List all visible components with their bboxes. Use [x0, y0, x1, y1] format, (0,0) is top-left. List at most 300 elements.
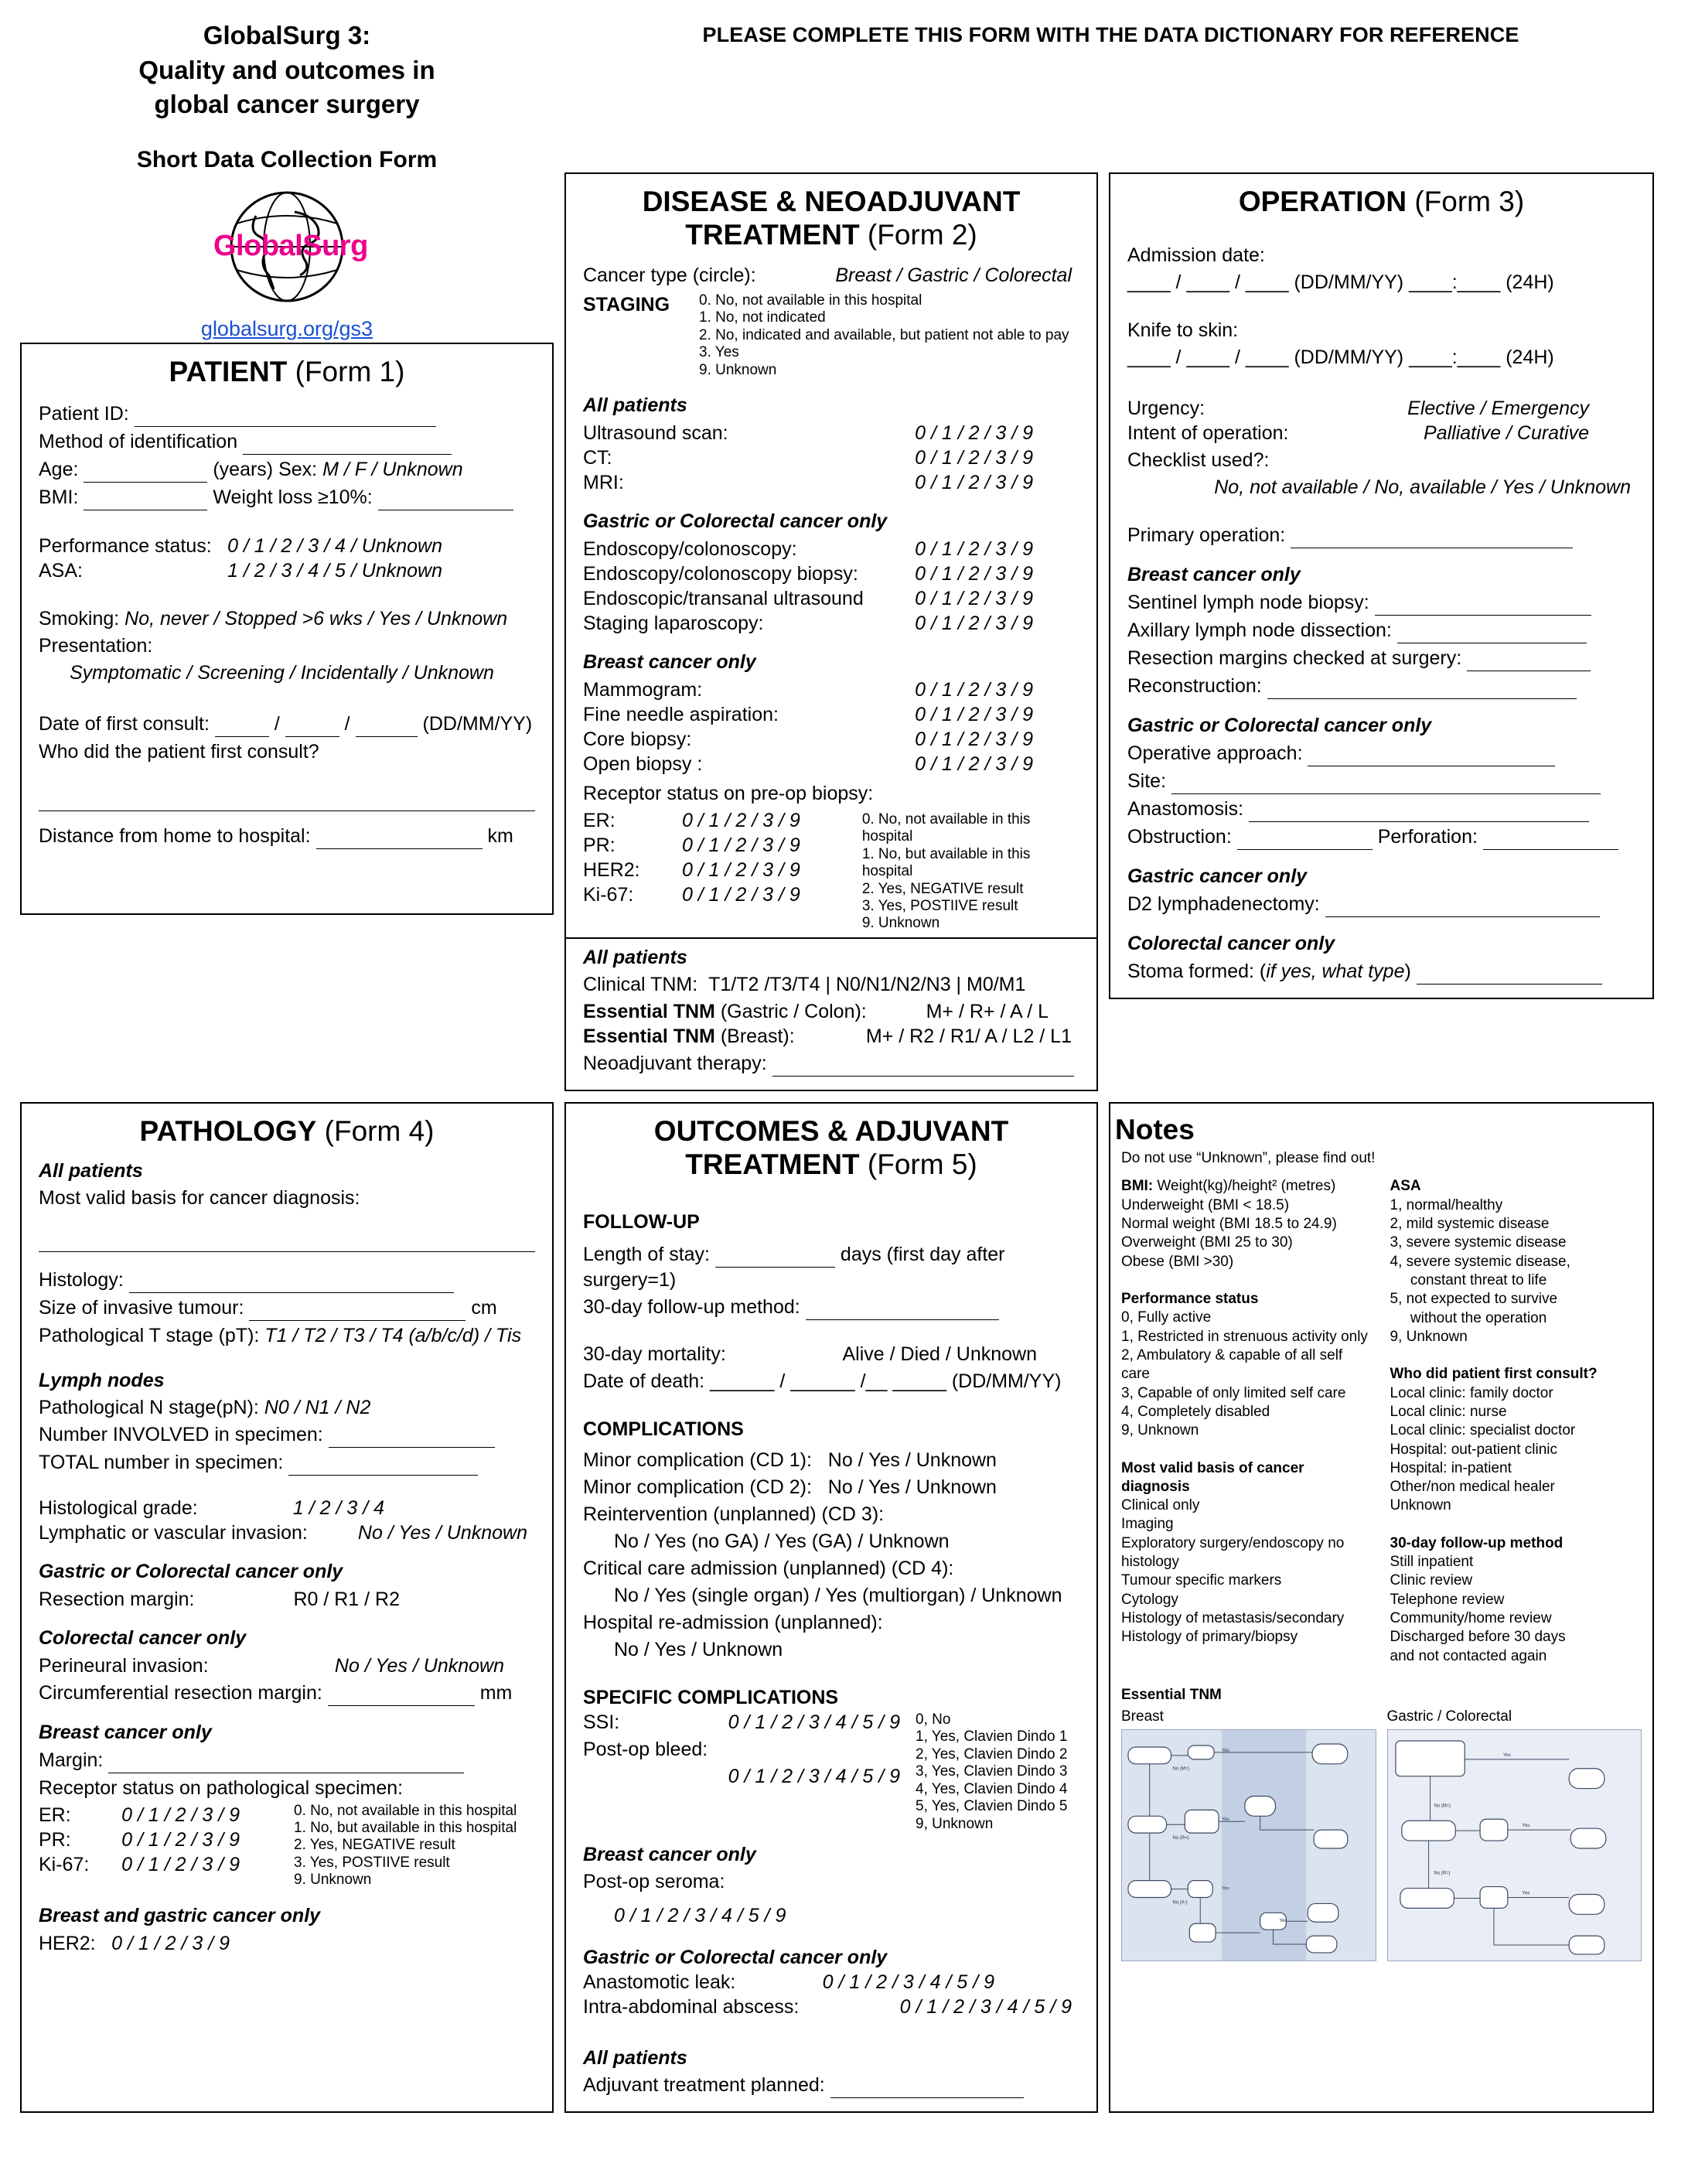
age-input[interactable]	[84, 457, 207, 483]
notes-left-column	[1121, 1177, 1373, 1666]
knife-time-format: (24H)	[1506, 346, 1554, 369]
presentation-row	[39, 633, 535, 658]
form2-all-patients-heading: All patients	[583, 394, 687, 416]
knife-date-format: (DD/MM/YY)	[1294, 346, 1404, 369]
form3-gastric-heading: Gastric cancer only	[1127, 865, 1308, 888]
d2-label: D2 lymphadenectomy:	[1127, 893, 1320, 916]
form1-patient	[20, 343, 554, 915]
operative-approach-input[interactable]	[1308, 741, 1555, 766]
operative-approach-row	[1127, 741, 1635, 766]
consult-head: Who did patient first consult?	[1390, 1366, 1598, 1383]
patient-id-label: Patient ID:	[39, 403, 129, 425]
ssi-label: SSI:	[583, 1711, 620, 1734]
perineural-options[interactable]: No / Yes / Unknown	[334, 1654, 504, 1677]
her2-label: HER2:	[583, 858, 640, 881]
tnm-breast-svg	[1122, 1730, 1376, 1960]
anastomotic-leak-options[interactable]: 0 / 1 / 2 / 3 / 4 / 5 / 9	[822, 1971, 994, 1993]
open-biopsy-options[interactable]: 0 / 1 / 2 / 3 / 9	[915, 752, 1033, 775]
staging-key-1: 1. No, not indicated	[699, 309, 826, 326]
ct-row	[583, 445, 1079, 470]
resection-margin-options[interactable]: R0 / R1 / R2	[293, 1588, 400, 1610]
tnm-gastric-diagram	[1387, 1729, 1642, 1961]
essential-tnm-gc-options[interactable]: M+ / R+ / A / L	[926, 1000, 1049, 1022]
notes-panel	[1109, 1102, 1654, 2113]
basis-item-5: Histology of metastasis/secondary	[1121, 1610, 1345, 1626]
pr-options[interactable]: 0 / 1 / 2 / 3 / 9	[681, 834, 800, 856]
form5-title-bold2: TREATMENT	[685, 1148, 860, 1181]
mammogram-options[interactable]: 0 / 1 / 2 / 3 / 9	[915, 678, 1033, 701]
anastomotic-leak-label: Anastomotic leak:	[583, 1971, 736, 1993]
form5-breast-heading: Breast cancer only	[583, 1843, 756, 1865]
grade-label: Histological grade:	[39, 1496, 198, 1519]
operative-approach-label: Operative approach:	[1127, 742, 1303, 765]
tnm-breast-diagram	[1121, 1729, 1376, 1961]
histology-input[interactable]	[129, 1268, 454, 1293]
knife-date-blanks[interactable]: ____ / ____ / ____	[1127, 346, 1289, 369]
followup-head: 30-day follow-up method	[1390, 1534, 1564, 1551]
staging-key-3: 3. Yes	[699, 344, 739, 361]
los-input[interactable]	[715, 1242, 835, 1268]
open-biopsy-label: Open biopsy :	[583, 752, 703, 775]
path-ki67-options[interactable]: 0 / 1 / 2 / 3 / 9	[121, 1853, 240, 1875]
margin-row	[39, 1748, 535, 1773]
nodes-total-input[interactable]	[288, 1450, 478, 1476]
obstruction-input[interactable]	[1237, 824, 1373, 850]
perforation-input[interactable]	[1483, 824, 1618, 850]
form4-receptor-key-2: 2. Yes, NEGATIVE result	[294, 1837, 455, 1854]
tumour-size-row	[39, 1295, 535, 1321]
asa-item-5: 5, not expected to survive	[1390, 1291, 1558, 1308]
crm-label: Circumferential resection margin:	[39, 1681, 322, 1704]
resection-margin-label: Resection margin:	[39, 1588, 195, 1610]
tnm-flow-breast	[1121, 1708, 1376, 1960]
age-unit: (years)	[213, 459, 274, 481]
grade-options[interactable]: 1 / 2 / 3 / 4	[292, 1496, 384, 1519]
cancer-type-row	[583, 263, 1079, 288]
cd1-options[interactable]: No / Yes / Unknown	[827, 1449, 997, 1472]
consult-month-input[interactable]	[285, 712, 339, 737]
er-label: ER:	[583, 809, 616, 831]
basis-item-3: Tumour specific markers	[1121, 1572, 1282, 1589]
patient-id-input[interactable]	[135, 401, 436, 427]
core-biopsy-options[interactable]: 0 / 1 / 2 / 3 / 9	[915, 728, 1033, 750]
pn-stage-options[interactable]: N0 / N1 / N2	[264, 1396, 371, 1418]
mammogram-label: Mammogram:	[583, 678, 703, 701]
specific-complications-list	[583, 1710, 916, 1833]
asa-label: ASA:	[39, 560, 83, 582]
stoma-label-italic: if yes, what type	[1266, 961, 1405, 983]
intra-abdominal-options[interactable]: 0 / 1 / 2 / 3 / 4 / 5 / 9	[899, 1995, 1072, 2018]
neoadjuvant-row	[583, 1051, 1079, 1077]
admission-date-format: (DD/MM/YY)	[1294, 271, 1404, 294]
core-biopsy-row	[583, 727, 1079, 752]
ki67-options[interactable]: 0 / 1 / 2 / 3 / 9	[681, 883, 800, 906]
admission-date-blanks[interactable]: ____ / ____ / ____	[1127, 271, 1289, 294]
anastomosis-input[interactable]	[1249, 797, 1589, 822]
resection-margin-row	[39, 1587, 535, 1612]
knife-time-blanks[interactable]: ____:____	[1409, 346, 1501, 369]
consult-day-input[interactable]	[215, 712, 269, 737]
asa-item-3: 4, severe systemic disease,	[1390, 1253, 1570, 1270]
margin-input[interactable]	[108, 1748, 464, 1773]
ultrasound-options[interactable]: 0 / 1 / 2 / 3 / 9	[915, 421, 1033, 444]
clinical-tnm-row	[583, 972, 1079, 997]
form2-gc-heading: Gastric or Colorectal cancer only	[583, 510, 888, 532]
basis-item-1: Imaging	[1121, 1516, 1174, 1533]
stoma-input[interactable]	[1417, 959, 1602, 985]
svg-text:Yes: Yes	[1222, 1748, 1229, 1753]
form4-gc-heading: Gastric or Colorectal cancer only	[39, 1560, 343, 1582]
endoscopy-label: Endoscopy/colonoscopy:	[583, 537, 797, 560]
sentinel-row	[1127, 590, 1635, 616]
staging-label: STAGING	[583, 293, 670, 316]
consult-item-3: Hospital: out-patient clinic	[1390, 1441, 1557, 1458]
cd2-label: Minor complication (CD 2):	[583, 1476, 812, 1499]
reconstruction-input[interactable]	[1267, 674, 1577, 699]
staging-lap-row	[583, 611, 1079, 636]
form1-title-bold: PATIENT	[169, 355, 288, 387]
consult-item-6: Unknown	[1390, 1497, 1451, 1514]
intent-label: Intent of operation:	[1127, 422, 1289, 445]
essential-tnm-gc-sub: (Gastric / Colon):	[720, 1000, 867, 1022]
fna-options[interactable]: 0 / 1 / 2 / 3 / 9	[915, 703, 1033, 725]
urgency-label: Urgency:	[1127, 398, 1205, 420]
asa-row	[39, 558, 535, 583]
primary-operation-input[interactable]	[1291, 523, 1573, 548]
ps-item-3: 3, Capable of only limited self care	[1121, 1384, 1346, 1401]
ssi-options[interactable]: 0 / 1 / 2 / 3 / 4 / 5 / 9	[728, 1711, 900, 1734]
form5-title-rest: (Form 5)	[867, 1148, 977, 1181]
pn-stage-row	[39, 1395, 535, 1420]
path-her2-options[interactable]: 0 / 1 / 2 / 3 / 9	[111, 1932, 230, 1954]
primary-operation-row	[1127, 523, 1635, 548]
clavien-key-6: 9, Unknown	[916, 1815, 994, 1832]
anastomosis-label: Anastomosis:	[1127, 798, 1244, 821]
path-er-label: ER:	[39, 1804, 71, 1826]
form4-colorectal-heading: Colorectal cancer only	[39, 1626, 247, 1649]
intra-abdominal-label: Intra-abdominal abscess:	[583, 1995, 800, 2018]
obstruction-label: Obstruction:	[1127, 826, 1232, 848]
clinical-tnm-options[interactable]: T1/T2 /T3/T4 | N0/N1/N2/N3 | M0/M1	[708, 973, 1026, 995]
staging-lap-options[interactable]: 0 / 1 / 2 / 3 / 9	[915, 612, 1033, 634]
lvi-options[interactable]: No / Yes / Unknown	[357, 1521, 527, 1544]
bmi-input[interactable]	[84, 485, 207, 510]
form4-receptor-key-1: 1. No, but available in this hospital	[294, 1820, 517, 1837]
first-consult-date-row: Date of first consult: / / (DD/MM/YY)	[39, 712, 535, 737]
performance-status-options[interactable]: 0 / 1 / 2 / 3 / 4 / Unknown	[227, 535, 442, 558]
anastomosis-row	[1127, 797, 1635, 822]
path-er-row	[39, 1803, 294, 1827]
form2-receptor-key	[862, 808, 1079, 933]
form2-receptor-label: Receptor status on pre-op biopsy:	[583, 782, 874, 804]
los-row	[583, 1242, 1079, 1292]
consult-year-input[interactable]	[356, 712, 418, 737]
form3-title	[1110, 185, 1652, 219]
form2-receptor-key-4: 9. Unknown	[861, 915, 940, 932]
form3-title-rest: (Form 3)	[1414, 185, 1525, 217]
presentation-label: Presentation:	[39, 635, 153, 657]
open-biopsy-row	[583, 752, 1079, 776]
nodes-involved-input[interactable]	[329, 1422, 495, 1448]
death-date-blanks[interactable]: ______ / ______ /__ _____	[710, 1370, 946, 1393]
tnm-flowcharts	[1121, 1708, 1642, 1960]
followup-item-4: Discharged before 30 days	[1390, 1629, 1566, 1646]
margins-input[interactable]	[1467, 646, 1591, 671]
path-pr-options[interactable]: 0 / 1 / 2 / 3 / 9	[121, 1828, 240, 1851]
logo-text: GlobalSurg	[213, 230, 368, 263]
followup-item-5: and not contacted again	[1390, 1647, 1547, 1664]
reconstruction-row	[1127, 674, 1635, 699]
tumour-size-input[interactable]	[249, 1295, 465, 1321]
form4-all-patients-heading: All patients	[39, 1160, 143, 1182]
transanal-us-options[interactable]: 0 / 1 / 2 / 3 / 9	[915, 587, 1033, 609]
path-pr-label: PR:	[39, 1828, 71, 1851]
admission-date-inputs	[1127, 270, 1635, 295]
distance-row	[39, 824, 535, 849]
ps-item-5: 9, Unknown	[1121, 1422, 1199, 1439]
who-first-consult-input[interactable]	[39, 787, 535, 811]
adjuvant-label: Adjuvant treatment planned:	[583, 2073, 825, 2096]
bmi-item-1: Normal weight (BMI 18.5 to 24.9)	[1121, 1216, 1337, 1233]
form2-title-rest: (Form 2)	[867, 219, 977, 251]
followup-method-input[interactable]	[806, 1295, 999, 1320]
urgency-row	[1127, 396, 1635, 421]
asa-item-4: constant threat to life	[1390, 1272, 1547, 1288]
first-consult-date-label: Date of first consult:	[39, 713, 210, 735]
mortality-label: 30-day mortality:	[583, 1343, 726, 1366]
axillary-row	[1127, 618, 1635, 643]
basis-head: Most valid basis of cancer diagnosis	[1121, 1459, 1304, 1495]
seroma-options[interactable]: 0 / 1 / 2 / 3 / 4 / 5 / 9	[614, 1904, 786, 1926]
tnm-breast-caption: Breast	[1121, 1708, 1164, 1725]
essential-tnm-breast-options[interactable]: M+ / R2 / R1/ A / L2 / L1	[865, 1025, 1072, 1047]
endoscopy-row	[583, 537, 1079, 561]
ultrasound-label: Ultrasound scan:	[583, 421, 728, 444]
cd4-options[interactable]: No / Yes (single organ) / Yes (multiorgan) / Unknown	[614, 1585, 1062, 1607]
performance-status-row	[39, 534, 535, 558]
notes-warning: Do not use “Unknown”, please find out!	[1121, 1150, 1376, 1167]
lvi-label: Lymphatic or vascular invasion:	[39, 1521, 308, 1544]
crm-input[interactable]	[328, 1681, 475, 1706]
cd2-options[interactable]: No / Yes / Unknown	[827, 1476, 997, 1499]
basis-item-2: Exploratory surgery/endoscopy no histology	[1121, 1534, 1345, 1571]
smoking-label: Smoking:	[39, 608, 120, 630]
form4-receptor-list	[39, 1803, 294, 1889]
form2-tnm-all-patients: All patients	[583, 946, 687, 968]
pr-row	[583, 833, 862, 858]
sentinel-label: Sentinel lymph node biopsy:	[1127, 592, 1369, 614]
checklist-label: Checklist used?:	[1127, 449, 1270, 472]
cancer-type-label: Cancer type (circle):	[583, 264, 756, 286]
path-pr-row	[39, 1827, 294, 1852]
form2-receptor-key-1: 1. No, but available in this hospital	[861, 845, 1031, 880]
form5-gc-heading: Gastric or Colorectal cancer only	[583, 1946, 888, 1968]
form-title-line1: GlobalSurg 3:	[203, 21, 371, 49]
margins-row	[1127, 646, 1635, 671]
path-ki67-label: Ki-67:	[39, 1853, 90, 1875]
neoadjuvant-label: Neoadjuvant therapy:	[583, 1052, 767, 1074]
crm-row	[39, 1681, 535, 1706]
form4-receptor-key-4: 9. Unknown	[294, 1872, 372, 1889]
mri-label: MRI:	[583, 471, 624, 493]
asa-head: ASA	[1390, 1178, 1421, 1195]
who-first-consult-label: Who did the patient first consult?	[39, 741, 319, 763]
d2-input[interactable]	[1325, 892, 1600, 917]
admission-time-blanks[interactable]: ____:____	[1409, 271, 1501, 294]
site-input[interactable]	[1171, 769, 1601, 794]
form3-breast-heading: Breast cancer only	[1127, 564, 1301, 586]
svg-text:Yes: Yes	[1222, 1817, 1229, 1822]
adjuvant-row	[583, 2073, 1079, 2098]
distance-label: Distance from home to hospital:	[39, 825, 311, 848]
bmi-item-0: Underweight (BMI < 18.5)	[1121, 1196, 1290, 1213]
cancer-type-options[interactable]: Breast / Gastric / Colorectal	[835, 264, 1072, 286]
form4-title	[22, 1114, 552, 1148]
consult-item-2: Local clinic: specialist doctor	[1390, 1422, 1576, 1439]
notes-right-column	[1390, 1177, 1642, 1666]
notes-columns	[1121, 1177, 1642, 1666]
site-link[interactable]: globalsurg.org/gs3	[200, 317, 373, 341]
neoadjuvant-input[interactable]	[772, 1051, 1074, 1077]
los-label: Length of stay:	[583, 1244, 711, 1266]
form1-title-rest: (Form 1)	[295, 355, 405, 387]
readmission-label: Hospital re-admission (unplanned):	[583, 1612, 883, 1634]
asa-item-0: 1, normal/healthy	[1390, 1196, 1503, 1213]
form2-receptor-block	[583, 808, 1079, 933]
globe-icon	[213, 189, 368, 305]
svg-text:Yes: Yes	[1279, 1918, 1287, 1923]
axillary-input[interactable]	[1397, 618, 1587, 643]
basis-block	[1121, 1459, 1373, 1647]
death-date-row	[583, 1369, 1079, 1394]
complications-heading: COMPLICATIONS	[583, 1418, 744, 1441]
form4-receptor-label: Receptor status on pathological specimen:	[39, 1776, 404, 1799]
cd1-label: Minor complication (CD 1):	[583, 1449, 812, 1472]
staging-key-0: 0. No, not available in this hospital	[699, 292, 922, 309]
svg-text:Yes: Yes	[1222, 1886, 1229, 1892]
staging-block	[583, 292, 1079, 379]
cd4-label: Critical care admission (unplanned) (CD 4):	[583, 1558, 954, 1580]
path-her2-row	[39, 1931, 535, 1956]
followup-method-label: 30-day follow-up method:	[583, 1296, 800, 1319]
stoma-row	[1127, 959, 1635, 985]
form1-title	[22, 355, 552, 389]
clavien-key-2: 2, Yes, Clavien Dindo 2	[916, 1745, 1068, 1763]
pt-stage-row	[39, 1323, 535, 1348]
form-title-line2: Quality and outcomes in	[138, 55, 435, 84]
lvi-row	[39, 1520, 535, 1545]
mortality-options[interactable]: Alive / Died / Unknown	[842, 1343, 1037, 1366]
distance-input[interactable]	[316, 824, 483, 849]
intent-options[interactable]: Palliative / Curative	[1424, 422, 1589, 445]
stoma-label: Stoma formed: (	[1127, 961, 1267, 983]
bmi-label: BMI:	[39, 486, 79, 509]
ps-item-0: 0, Fully active	[1121, 1309, 1212, 1326]
followup-item-1: Clinic review	[1390, 1572, 1473, 1589]
form2-title	[566, 185, 1096, 252]
consult-item-4: Hospital: in-patient	[1390, 1459, 1512, 1476]
nodes-involved-label: Number INVOLVED in specimen:	[39, 1423, 323, 1445]
form2-tnm-section	[566, 937, 1096, 1090]
ct-options[interactable]: 0 / 1 / 2 / 3 / 9	[915, 446, 1033, 469]
svg-text:Yes: Yes	[1522, 1823, 1529, 1828]
endoscopy-options[interactable]: 0 / 1 / 2 / 3 / 9	[915, 537, 1033, 560]
histology-row	[39, 1268, 535, 1293]
clavien-key-1: 1, Yes, Clavien Dindo 1	[916, 1728, 1068, 1745]
essential-tnm-breast-sub: (Breast):	[720, 1025, 795, 1047]
specific-complications-heading: SPECIFIC COMPLICATIONS	[583, 1687, 839, 1709]
tnm-flow-gastric	[1387, 1708, 1642, 1960]
her2-options[interactable]: 0 / 1 / 2 / 3 / 9	[681, 858, 800, 881]
row-bottom	[20, 1102, 1668, 2113]
clavien-key	[916, 1710, 1067, 1833]
her2-row	[583, 858, 862, 882]
path-er-options[interactable]: 0 / 1 / 2 / 3 / 9	[121, 1804, 240, 1826]
method-id-row	[39, 429, 535, 455]
most-valid-basis-label: Most valid basis for cancer diagnosis:	[39, 1187, 360, 1210]
pt-stage-label: Pathological T stage (pT):	[39, 1324, 260, 1346]
smoking-options[interactable]: No, never / Stopped >6 wks / Yes / Unknown	[124, 608, 508, 630]
header-banner: PLEASE COMPLETE THIS FORM WITH THE DATA DICTIONARY FOR REFERENCE	[702, 23, 1519, 46]
form2-receptor-list	[583, 808, 862, 933]
urgency-options[interactable]: Elective / Emergency	[1407, 398, 1589, 420]
fna-label: Fine needle aspiration:	[583, 703, 779, 725]
cd1-row	[583, 1448, 1079, 1472]
crm-unit: mm	[479, 1681, 513, 1704]
endoscopy-biopsy-options[interactable]: 0 / 1 / 2 / 3 / 9	[915, 562, 1033, 585]
most-valid-basis-input[interactable]	[39, 1227, 535, 1251]
axillary-label: Axillary lymph node dissection:	[1127, 619, 1392, 642]
form4-receptor-key-0: 0. No, not available in this hospital	[294, 1802, 517, 1819]
asa-options[interactable]: 1 / 2 / 3 / 4 / 5 / Unknown	[227, 560, 442, 582]
adjuvant-input[interactable]	[830, 2073, 1024, 2098]
seroma-label: Post-op seroma:	[583, 1870, 725, 1892]
consult-item-1: Local clinic: nurse	[1390, 1403, 1507, 1420]
bmi-block	[1121, 1177, 1373, 1271]
intra-abdominal-row	[583, 1995, 1079, 2019]
mri-options[interactable]: 0 / 1 / 2 / 3 / 9	[915, 471, 1033, 493]
form4-breast-heading: Breast cancer only	[39, 1721, 212, 1743]
staging-key	[699, 292, 1069, 379]
cd3-options[interactable]: No / Yes (no GA) / Yes (GA) / Unknown	[614, 1531, 950, 1553]
site-row	[1127, 769, 1635, 794]
sex-options[interactable]: M / F / Unknown	[322, 459, 463, 481]
form2-breast-heading: Breast cancer only	[583, 650, 756, 673]
svg-text:No (M=): No (M=)	[1434, 1803, 1451, 1808]
performance-status-label: Performance status:	[39, 535, 212, 558]
form3-gc-heading: Gastric or Colorectal cancer only	[1127, 715, 1432, 737]
svg-text:No (R=): No (R=)	[1434, 1871, 1450, 1876]
postop-bleed-options[interactable]: 0 / 1 / 2 / 3 / 4 / 5 / 9	[728, 1766, 900, 1788]
method-id-input[interactable]	[243, 429, 452, 455]
bmi-item-2: Overweight (BMI 25 to 30)	[1121, 1234, 1293, 1251]
obstruction-row	[1127, 824, 1635, 850]
form3-title-bold: OPERATION	[1238, 185, 1407, 217]
presentation-options[interactable]: Symptomatic / Screening / Incidentally / Unknown	[70, 662, 494, 684]
er-options[interactable]: 0 / 1 / 2 / 3 / 9	[681, 809, 800, 831]
svg-text:No (R=): No (R=)	[1172, 1835, 1189, 1841]
sentinel-input[interactable]	[1375, 590, 1591, 616]
checklist-options[interactable]: No, not available / No, available / Yes / Unknown	[1214, 476, 1631, 499]
weight-loss-input[interactable]	[378, 485, 513, 510]
pt-stage-options[interactable]: T1 / T2 / T3 / T4 (a/b/c/d) / Tis	[264, 1324, 522, 1346]
bmi-formula: Weight(kg)/height² (metres)	[1153, 1178, 1336, 1195]
ki67-label: Ki-67:	[583, 883, 634, 906]
path-her2-label: HER2:	[39, 1932, 96, 1954]
stoma-label-end: )	[1404, 961, 1411, 983]
er-row	[583, 808, 862, 833]
readmission-options[interactable]: No / Yes / Unknown	[614, 1639, 783, 1661]
